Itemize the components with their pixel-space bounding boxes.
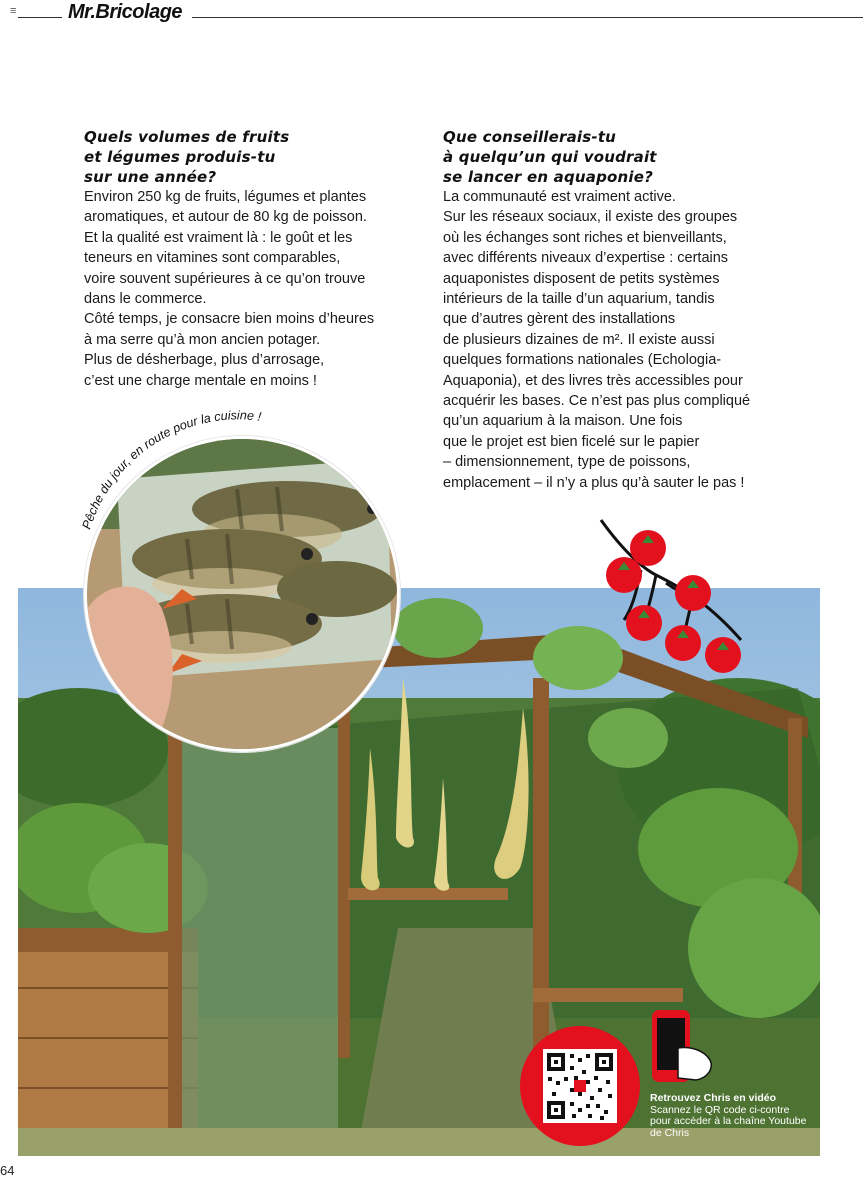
text-line: de plusieurs dizaines de m². Il existe aussi	[443, 331, 715, 348]
text-line: aquaponistes disposent de petits systèmes	[443, 270, 720, 287]
title-line: Que conseillerais-tu	[443, 128, 617, 146]
video-promo-text	[650, 1093, 810, 1139]
title-line: à quelqu’un qui voudrait	[443, 148, 657, 166]
title-line: Quels volumes de fruits	[84, 128, 290, 146]
title-line: sur une année?	[84, 168, 217, 186]
fish-caption-text: Pêche du jour, en route pour la cuisine !	[79, 408, 263, 531]
video-promo-line: de Chris	[650, 1126, 690, 1139]
text-line: La communauté est vraiment active.	[443, 189, 676, 205]
text-line: à ma serre qu’à mon ancien potager.	[84, 331, 321, 348]
page-number: 64	[0, 1163, 15, 1178]
left-column	[84, 127, 404, 391]
brand-logo: Mr.Bricolage	[68, 1, 183, 23]
phone-hand-icon	[648, 1008, 716, 1088]
text-line: acquérir les bases. Ce n’est pas plus compliqué	[443, 393, 751, 410]
answer-text-left	[84, 187, 404, 391]
fish-caption-arc	[30, 400, 330, 600]
tomato-vine-icon	[596, 515, 756, 680]
header-rule-right	[192, 17, 863, 18]
text-line: quelques formations nationales (Echologia-	[443, 352, 722, 369]
question-title-left	[84, 127, 404, 187]
header-rule-left	[18, 17, 62, 18]
text-line: teneurs en vitamines sont comparables,	[84, 250, 341, 267]
video-promo-title: Retrouvez Chris en vidéo	[650, 1092, 777, 1104]
qr-code-badge[interactable]	[520, 1026, 640, 1146]
video-promo-line: pour accéder à la chaîne Youtube	[650, 1115, 807, 1127]
text-line: Sur les réseaux sociaux, il existe des groupes	[443, 209, 738, 226]
fish-caption	[30, 400, 330, 600]
text-line: emplacement – il n’y a plus qu’à sauter le pas !	[443, 474, 745, 491]
text-line: Aquaponia), et des livres très accessibles pour	[443, 372, 743, 389]
text-line: intérieurs de la taille d’un aquarium, tandis	[443, 291, 715, 308]
tomato-illustration	[596, 515, 756, 680]
text-line: Côté temps, je consacre bien moins d’heures	[84, 311, 375, 328]
text-line: Environ 250 kg de fruits, légumes et plantes	[84, 189, 367, 205]
right-column	[443, 127, 773, 493]
qr-code[interactable]	[543, 1049, 617, 1123]
text-line: que le projet est bien ficelé sur le papier	[443, 433, 700, 450]
text-line: dans le commerce.	[84, 291, 207, 308]
text-line: aromatiques, et autour de 80 kg de poisson.	[84, 209, 367, 226]
text-line: Plus de désherbage, plus d’arrosage,	[84, 352, 325, 369]
menu-icon[interactable]: ≡	[10, 5, 17, 17]
text-line: que d’autres gèrent des installations	[443, 311, 676, 328]
text-line: où les échanges sont riches et bienveillants,	[443, 229, 727, 246]
text-line: c’est une charge mentale en moins !	[84, 372, 317, 389]
qr-code-icon	[543, 1049, 617, 1123]
phone-icon	[648, 1008, 716, 1088]
text-line: qu’un aquarium à la maison. Une fois	[443, 413, 683, 430]
page-header	[0, 0, 863, 30]
text-line: avec différents niveaux d’expertise : certains	[443, 250, 729, 267]
title-line: et légumes produis-tu	[84, 148, 276, 166]
video-promo-line: Scannez le QR code ci-contre	[650, 1103, 790, 1116]
title-line: se lancer en aquaponie?	[443, 168, 654, 186]
question-title-right	[443, 127, 773, 187]
text-line: Et la qualité est vraiment là : le goût et les	[84, 229, 353, 246]
answer-text-right	[443, 187, 773, 493]
svg-text:Pêche du jour, en route pour l	[79, 408, 262, 531]
text-line: – dimensionnement, type de poissons,	[443, 454, 691, 471]
text-line: voire souvent supérieures à ce qu’on trouve	[84, 270, 366, 287]
